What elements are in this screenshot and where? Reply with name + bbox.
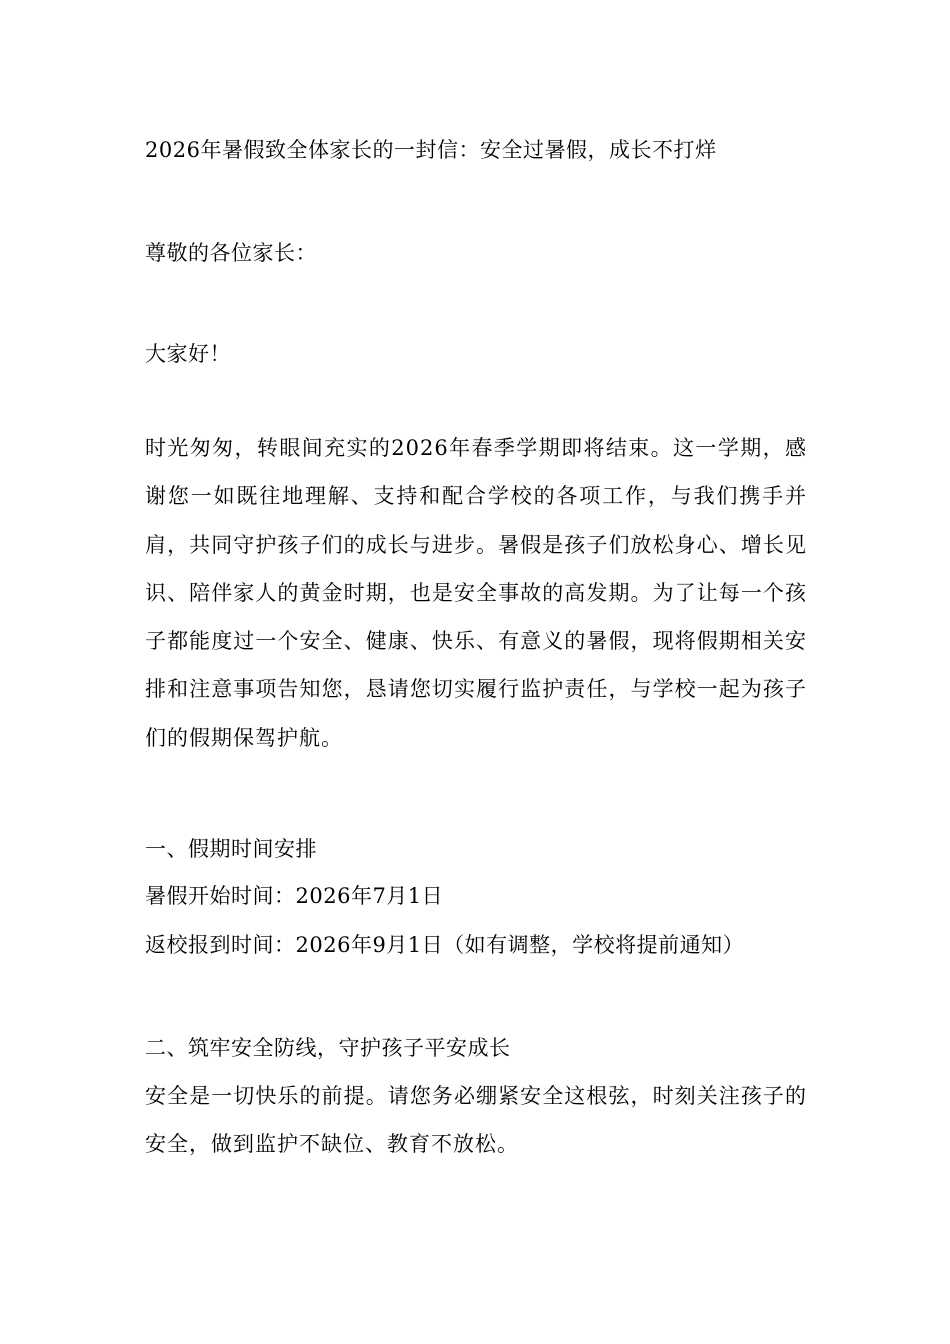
greeting: 大家好！ <box>145 342 231 366</box>
return-to-school-time: 返校报到时间：2026年9月1日（如有调整，学校将提前通知） <box>145 933 745 957</box>
section-1-heading: 一、假期时间安排 <box>145 837 317 861</box>
summer-start-time: 暑假开始时间：2026年7月1日 <box>145 884 444 908</box>
letter-title: 2026年暑假致全体家长的一封信：安全过暑假，成长不打烊 <box>145 138 717 162</box>
safety-paragraph: 安全是一切快乐的前提。请您务必绷紧安全这根弦，时刻关注孩子的安全，做到监护不缺位、教育不放松。 <box>145 1084 807 1157</box>
section-2-heading: 二、筑牢安全防线，守护孩子平安成长 <box>145 1036 511 1060</box>
intro-paragraph: 时光匆匆，转眼间充实的2026年春季学期即将结束。这一学期，感谢您一如既往地理解、支持和配合学校的各项工作，与我们携手并肩，共同守护孩子们的成长与进步。暑假是孩子们放松身心、增长见识、陪伴家人的黄金时期，也是安全事故的高发期。为了让每一个孩子都能度过一个安全、健康、快乐、有意义的暑假，现将假期相关安排和注意事项告知您，恳请您切实履行监护责任，与学校一起为孩子们的假期保驾护航。 <box>145 436 807 750</box>
salutation: 尊敬的各位家长： <box>145 241 317 265</box>
